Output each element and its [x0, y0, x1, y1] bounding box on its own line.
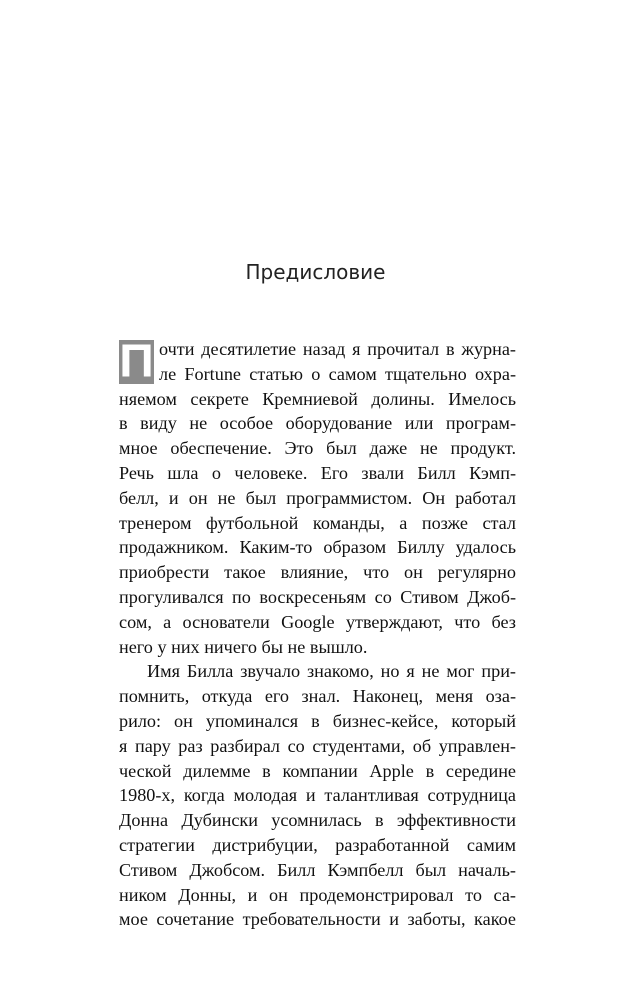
paragraph-1 [119, 337, 516, 387]
text-line: ле Fortune статью о самом тщательно охра- [159, 363, 516, 384]
text-line: продажником. Каким-то образом Биллу удалось [119, 537, 516, 558]
paragraph-1-continued [119, 387, 516, 660]
text-line: тренером футбольной команды, а позже стал [119, 512, 516, 533]
text-line: рило: он упоминался в бизнес-кейсе, который [119, 710, 516, 731]
text-line: ческой дилемме в компании Apple в середине [119, 760, 516, 781]
text-line: очти десятилетие назад я прочитал в журна- [159, 339, 516, 359]
drop-cap-letter: П [119, 340, 154, 384]
text-line: 1980-х, когда молодая и талантливая сотрудница [119, 785, 516, 806]
chapter-title: Предисловие [245, 260, 386, 284]
text-line: белл, и он не был программистом. Он работал [119, 487, 516, 508]
text-line: Стивом Джобсом. Билл Кэмпбелл был началь- [119, 859, 516, 880]
text-line: няемом секрете Кремниевой долины. Имелось [119, 388, 516, 409]
text-line: стратегии дистрибуции, разработанной самим [119, 834, 516, 855]
text-line: прогуливался по воскресеньям со Стивом Джоб- [119, 586, 516, 607]
text-line: я пару раз разбирал со студентами, об управлен- [119, 735, 516, 756]
text-line: мное обеспечение. Это был даже не продукт. [119, 438, 516, 459]
paragraph-2 [119, 659, 516, 932]
body-text [119, 337, 516, 932]
text-line: мое сочетание требовательности и заботы, какое [119, 909, 516, 930]
text-line: Речь шла о человеке. Его звали Билл Кэмп- [119, 462, 516, 483]
text-line: Имя Билла звучало знакомо, но я не мог при- [147, 661, 516, 682]
text-line: него у них ничего бы не вышло. [119, 636, 368, 657]
text-line: в виду не особое оборудование или програм- [119, 413, 516, 434]
text-line: приобрести такое влияние, что он регулярно [119, 562, 516, 583]
text-line: Донна Дубински усомнилась в эффективности [119, 810, 516, 831]
text-line: помнить, откуда его знал. Наконец, меня оза- [119, 686, 516, 707]
text-line: сом, а основатели Google утверждают, что без [119, 611, 516, 632]
text-line: ником Донны, и он продемонстрировал то са- [119, 884, 516, 905]
